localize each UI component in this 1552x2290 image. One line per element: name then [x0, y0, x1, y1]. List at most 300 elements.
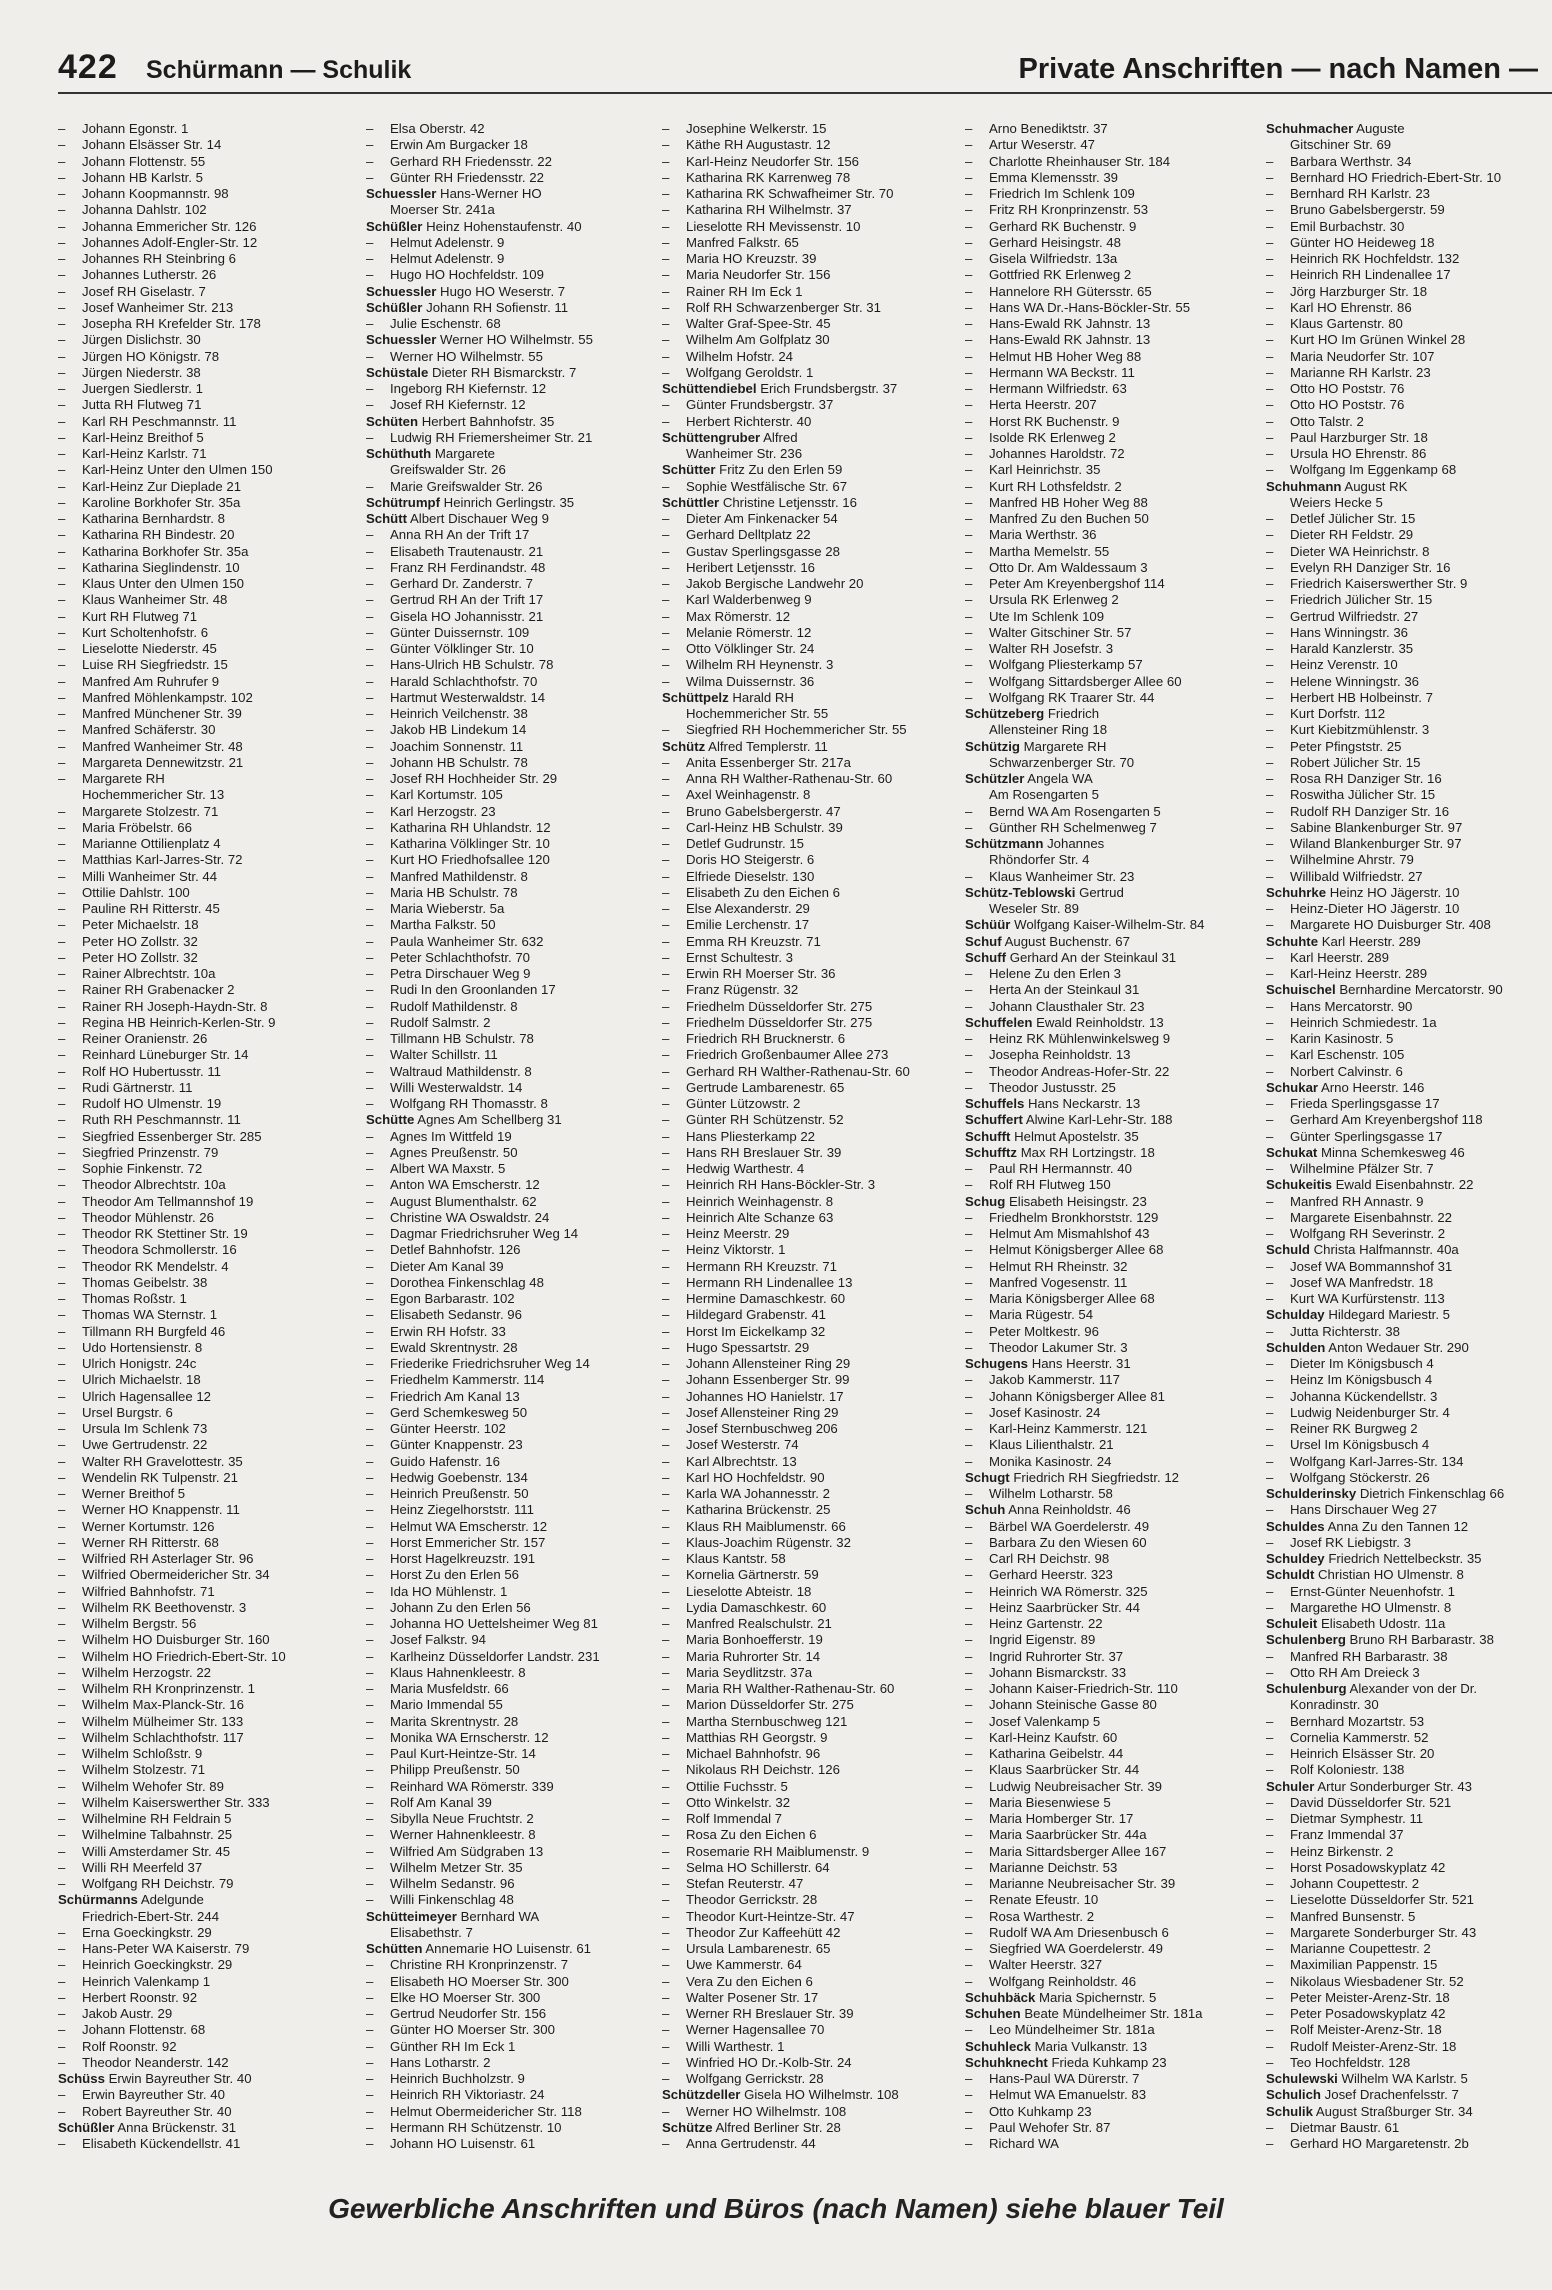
directory-entry: – Heinz Meerstr. 29 [662, 1226, 962, 1242]
directory-entry: – Karl-Heinz Karlstr. 71 [58, 446, 358, 462]
directory-entry: – Rainer Albrechtstr. 10a [58, 966, 358, 982]
directory-entry: – Marianne Coupettestr. 2 [1266, 1941, 1552, 1957]
directory-entry: – Emil Burbachstr. 30 [1266, 219, 1552, 235]
directory-entry: – Maria Neudorfer Str. 156 [662, 267, 962, 283]
directory-entry: – Kurt HO Friedhofsallee 120 [366, 852, 666, 868]
directory-entry: – Johann HB Schulstr. 78 [366, 755, 666, 771]
directory-entry: – Jakob HB Lindekum 14 [366, 722, 666, 738]
directory-entry: – Hedwig Goebenstr. 134 [366, 1470, 666, 1486]
directory-entry-head [1266, 1080, 1552, 1096]
directory-entry: – Gerd Schemkesweg 50 [366, 1405, 666, 1421]
surname: Schuessler [366, 186, 437, 201]
entry-text: Alfred [763, 429, 798, 445]
directory-entry-head [366, 1941, 666, 1957]
directory-entry-head [965, 1990, 1265, 2006]
directory-entry-head [1266, 1486, 1552, 1502]
directory-entry: – Hermann RH Kreuzstr. 71 [662, 1259, 962, 1275]
directory-entry: – Theodor Mühlenstr. 26 [58, 1210, 358, 1226]
entry-text: August Straßburger Str. 34 [1315, 2103, 1473, 2119]
surname: Schuleit [1266, 1616, 1318, 1631]
directory-entry: – Jutta Richterstr. 38 [1266, 1324, 1552, 1340]
surname: Schuischel [1266, 982, 1336, 998]
directory-entry: – Hugo Spessartstr. 29 [662, 1340, 962, 1356]
directory-entry: – Ulrich Honigstr. 24c [58, 1356, 358, 1372]
directory-entry: – Wilhelm Hofstr. 24 [662, 349, 962, 365]
directory-entry: – Heinrich WA Römerstr. 325 [965, 1584, 1265, 1600]
directory-entry: – Käthe RH Augustastr. 12 [662, 137, 962, 153]
directory-entry: – Rosa Warthestr. 2 [965, 1909, 1265, 1925]
directory-entry: – Elisabeth HO Moerser Str. 300 [366, 1974, 666, 1990]
directory-entry: – Josepha RH Krefelder Str. 178 [58, 316, 358, 332]
directory-entry: – Heinz Verenstr. 10 [1266, 657, 1552, 673]
directory-entry-head [1266, 1307, 1552, 1323]
directory-entry: – Milli Wanheimer Str. 44 [58, 869, 358, 885]
surname: Schuhmann [1266, 478, 1342, 494]
directory-entry-head [662, 495, 962, 511]
directory-entry: – Bernhard RH Karlstr. 23 [1266, 186, 1552, 202]
directory-entry: – Heinz-Dieter HO Jägerstr. 10 [1266, 901, 1552, 917]
directory-entry: – Bruno Gabelsbergerstr. 47 [662, 804, 962, 820]
directory-entry: – Wiland Blankenburger Str. 97 [1266, 836, 1552, 852]
entry-text: Wilhelm WA Karlstr. 5 [1341, 2071, 1468, 2086]
directory-entry: – Carl-Heinz HB Schulstr. 39 [662, 820, 962, 836]
directory-entry: – Franz Rügenstr. 32 [662, 982, 962, 998]
directory-entry: – Katharina Geibelstr. 44 [965, 1746, 1265, 1762]
directory-entry: – Maria Ruhrorter Str. 14 [662, 1649, 962, 1665]
directory-entry: – Josef RH Hochheider Str. 29 [366, 771, 666, 787]
entry-text: Frieda Kuhkamp 23 [1051, 2054, 1167, 2070]
surname: Schulden [1266, 1339, 1326, 1355]
directory-entry: – Theodor Albrechtstr. 10a [58, 1177, 358, 1193]
directory-entry-head [662, 462, 962, 478]
entry-text: Gisela HO Wilhelmstr. 108 [744, 2087, 899, 2103]
directory-entry: – Manfred Zu den Buchen 50 [965, 511, 1265, 527]
directory-entry: – Rudolf Mathildenstr. 8 [366, 999, 666, 1015]
directory-entry: – Friedhelm Bronkhorststr. 129 [965, 1210, 1265, 1226]
surname: Schütten [366, 1941, 423, 1956]
surname: Schüttler [662, 494, 720, 510]
directory-entry: – Willi Warthestr. 1 [662, 2039, 962, 2055]
directory-entry: – Wolfgang Pliesterkamp 57 [965, 657, 1265, 673]
directory-entry-continuation: Konradinstr. 30 [1290, 1697, 1379, 1713]
directory-entry: – Gertrud Wilfriedstr. 27 [1266, 609, 1552, 625]
directory-entry-continuation: Weiers Hecke 5 [1290, 494, 1383, 510]
directory-entry: – Margarete Eisenbahnstr. 22 [1266, 1210, 1552, 1226]
directory-entry: – Jörg Harzburger Str. 18 [1266, 284, 1552, 300]
directory-entry-head [662, 739, 962, 755]
directory-entry: – Heinz Ziegelhorststr. 111 [366, 1502, 666, 1518]
directory-entry: – Hans-Ewald RK Jahnstr. 13 [965, 316, 1265, 332]
directory-entry: – Rainer RH Im Eck 1 [662, 284, 962, 300]
directory-entry: – Hans Dirschauer Weg 27 [1266, 1502, 1552, 1518]
directory-entry: – Karl-Heinz Kaufstr. 60 [965, 1730, 1265, 1746]
directory-entry-head [366, 219, 666, 235]
surname: Schüßler [366, 218, 423, 234]
directory-entry: – Christine WA Oswaldstr. 24 [366, 1210, 666, 1226]
directory-entry: – Karin Kasinostr. 5 [1266, 1031, 1552, 1047]
directory-entry: – Willibald Wilfriedstr. 27 [1266, 869, 1552, 885]
entry-text: Margarete [434, 446, 495, 461]
surname: Schüür [965, 917, 1011, 933]
directory-entry-head [1266, 1340, 1552, 1356]
directory-entry-head [965, 2006, 1265, 2022]
directory-entry: – Monika Kasinostr. 24 [965, 1454, 1265, 1470]
directory-entry: – Melanie Römerstr. 12 [662, 625, 962, 641]
directory-entry-head [965, 706, 1265, 722]
directory-entry: – Heinrich Valenkamp 1 [58, 1974, 358, 1990]
surname: Schuldey [1266, 1551, 1325, 1566]
directory-entry: – Ingeborg RH Kiefernstr. 12 [366, 381, 666, 397]
directory-entry: – Roswitha Jülicher Str. 15 [1266, 787, 1552, 803]
directory-entry-head [965, 950, 1265, 966]
directory-entry-continuation: Rhöndorfer Str. 4 [989, 852, 1090, 868]
directory-entry: – Ida HO Mühlenstr. 1 [366, 1584, 666, 1600]
directory-entry: – Manfred Münchener Str. 39 [58, 706, 358, 722]
directory-entry: – Matthias RH Georgstr. 9 [662, 1730, 962, 1746]
directory-entry: – Sophie Westfälische Str. 67 [662, 479, 962, 495]
directory-entry-head [965, 2055, 1265, 2071]
directory-entry: – Gisela HO Johannisstr. 21 [366, 609, 666, 625]
directory-entry: – Karl Eschenstr. 105 [1266, 1047, 1552, 1063]
directory-entry: – Martha Falkstr. 50 [366, 917, 666, 933]
directory-entry-head [1266, 1519, 1552, 1535]
directory-column-3 [662, 121, 962, 2151]
directory-entry: – Marita Skrentnystr. 28 [366, 1714, 666, 1730]
directory-entry: – Ursula HO Ehrenstr. 86 [1266, 446, 1552, 462]
surname: Schüten [366, 413, 419, 429]
entry-text: Heinrich Gerlingstr. 35 [443, 494, 575, 510]
directory-entry: – Manfred Vogesenstr. 11 [965, 1275, 1265, 1291]
directory-entry: – Ursula Im Schlenk 73 [58, 1421, 358, 1437]
directory-entry: – Helmut HB Hoher Weg 88 [965, 349, 1265, 365]
directory-entry: – Wilhelm Herzogstr. 22 [58, 1665, 358, 1681]
directory-entry: – Emma Klemensstr. 39 [965, 170, 1265, 186]
directory-entry: – Katharina Bernhardstr. 8 [58, 511, 358, 527]
surname: Schüss [58, 2071, 105, 2086]
directory-entry: – Josef RH Giselastr. 7 [58, 284, 358, 300]
directory-entry: – Heinrich RH Lindenallee 17 [1266, 267, 1552, 283]
directory-entry: – Friedrich Am Kanal 13 [366, 1389, 666, 1405]
directory-entry: – Juergen Siedlerstr. 1 [58, 381, 358, 397]
directory-entry-head [965, 1145, 1265, 1161]
directory-entry: – Ursula RK Erlenweg 2 [965, 592, 1265, 608]
directory-entry-head [1266, 1681, 1552, 1697]
directory-entry: – Karl Walderbenweg 9 [662, 592, 962, 608]
directory-entry: – Rolf Roonstr. 92 [58, 2039, 358, 2055]
directory-entry: – Hans Pliesterkamp 22 [662, 1129, 962, 1145]
directory-entry: – Heribert Letjensstr. 16 [662, 560, 962, 576]
directory-entry: – Johann HB Karlstr. 5 [58, 170, 358, 186]
directory-entry: – Werner Hagensallee 70 [662, 2022, 962, 2038]
directory-entry: – Wilhelmine Pfälzer Str. 7 [1266, 1161, 1552, 1177]
directory-entry: – Max Römerstr. 12 [662, 609, 962, 625]
directory-entry: – Walter RH Josefstr. 3 [965, 641, 1265, 657]
directory-entry: – Wilhelm HO Friedrich-Ebert-Str. 10 [58, 1649, 358, 1665]
directory-entry: – Renate Efeustr. 10 [965, 1892, 1265, 1908]
directory-entry: – Wilhelmine RH Feldrain 5 [58, 1811, 358, 1827]
directory-entry: – Karl Kortumstr. 105 [366, 787, 666, 803]
directory-entry: – Helene Winningstr. 36 [1266, 674, 1552, 690]
directory-entry: – Josef Kasinostr. 24 [965, 1405, 1265, 1421]
directory-entry: – Emma RH Kreuzstr. 71 [662, 934, 962, 950]
directory-entry: – Margarethe HO Ulmenstr. 8 [1266, 1600, 1552, 1616]
directory-entry: – Johannes Haroldstr. 72 [965, 446, 1265, 462]
surname: Schugens [965, 1356, 1029, 1371]
surname: Schüstale [366, 364, 429, 380]
directory-entry: – Otto Talstr. 2 [1266, 414, 1552, 430]
directory-entry: – Gerhard Dr. Zanderstr. 7 [366, 576, 666, 592]
directory-entry: – Josef Falkstr. 94 [366, 1632, 666, 1648]
directory-entry: – Egon Barbarastr. 102 [366, 1291, 666, 1307]
directory-entry-head [58, 1892, 358, 1908]
directory-entry: – Otto HO Poststr. 76 [1266, 381, 1552, 397]
directory-entry: – Rosa RH Danziger Str. 16 [1266, 771, 1552, 787]
directory-entry: – Herta Heerstr. 207 [965, 397, 1265, 413]
directory-entry: – Karl Herzogstr. 23 [366, 804, 666, 820]
directory-entry: – Reiner Oranienstr. 26 [58, 1031, 358, 1047]
directory-entry: – Kornelia Gärtnerstr. 59 [662, 1567, 962, 1583]
directory-entry: – Rolf RH Flutweg 150 [965, 1177, 1265, 1193]
surname: Schütter [662, 462, 716, 478]
directory-entry: – Nikolaus Wiesbadener Str. 52 [1266, 1974, 1552, 1990]
directory-entry: – Kurt Dorfstr. 112 [1266, 706, 1552, 722]
directory-entry: – Rolf RH Schwarzenberger Str. 31 [662, 300, 962, 316]
entry-text: Alfred Berliner Str. 28 [715, 2119, 841, 2135]
entry-text: Bernhardine Mercatorstr. 90 [1339, 982, 1503, 998]
directory-entry: – Klaus Saarbrücker Str. 44 [965, 1762, 1265, 1778]
directory-entry: – Heinrich RH Viktoriastr. 24 [366, 2087, 666, 2103]
directory-entry: – Theodor Kurt-Heintze-Str. 47 [662, 1909, 962, 1925]
entry-text: Fritz Zu den Erlen 59 [719, 462, 843, 478]
surname: Schuessler [366, 283, 437, 299]
directory-entry: – Helmut Königsberger Allee 68 [965, 1242, 1265, 1258]
directory-entry: – Anna RH An der Trift 17 [366, 527, 666, 543]
entry-text: Margarete RH [1023, 738, 1107, 754]
directory-entry: – Ottilie Fuchsstr. 5 [662, 1779, 962, 1795]
directory-entry: – Herbert Richterstr. 40 [662, 414, 962, 430]
directory-entry: – Werner Hahnenkleestr. 8 [366, 1827, 666, 1843]
directory-entry: – Josef Wanheimer Str. 213 [58, 300, 358, 316]
surname: Schukeitis [1266, 1177, 1332, 1193]
directory-entry: – Wilhelm HO Duisburger Str. 160 [58, 1632, 358, 1648]
directory-entry: – Dagmar Friedrichsruher Weg 14 [366, 1226, 666, 1242]
directory-entry: – Hannelore RH Gütersstr. 65 [965, 284, 1265, 300]
directory-entry: – Wolfgang Reinholdstr. 46 [965, 1974, 1265, 1990]
directory-entry: – Anna RH Walther-Rathenau-Str. 60 [662, 771, 962, 787]
directory-column-1 [58, 121, 358, 2151]
directory-entry-head [965, 917, 1265, 933]
directory-entry: – Katharina Brückenstr. 25 [662, 1502, 962, 1518]
directory-entry: – Tillmann RH Burgfeld 46 [58, 1324, 358, 1340]
directory-entry: – Gottfried RK Erlenweg 2 [965, 267, 1265, 283]
surname: Schützdeller [662, 2087, 741, 2103]
directory-entry: – Friedhelm Kammerstr. 114 [366, 1372, 666, 1388]
entry-text: Heinz Hohenstaufenstr. 40 [426, 218, 582, 234]
directory-entry: – Wolfgang Stöckerstr. 26 [1266, 1470, 1552, 1486]
directory-entry-head [965, 771, 1265, 787]
directory-entry: – Katharina RH Wilhelmstr. 37 [662, 202, 962, 218]
directory-entry: – Rainer RH Joseph-Haydn-Str. 8 [58, 999, 358, 1015]
directory-entry: – Wilhelm Max-Planck-Str. 16 [58, 1697, 358, 1713]
entry-text: Albert Dischauer Weg 9 [409, 511, 549, 526]
directory-entry: – Richard WA [965, 2136, 1265, 2152]
surname: Schützig [965, 738, 1020, 754]
directory-entry: – Gustav Sperlingsgasse 28 [662, 544, 962, 560]
directory-entry: – Bruno Gabelsbergerstr. 59 [1266, 202, 1552, 218]
directory-entry: – Friedrich Großenbaumer Allee 273 [662, 1047, 962, 1063]
directory-entry: – Gerhard Heerstr. 323 [965, 1567, 1265, 1583]
directory-entry: – Walter Schillstr. 11 [366, 1047, 666, 1063]
directory-entry: – Heinz Saarbrücker Str. 44 [965, 1600, 1265, 1616]
directory-entry: – Hermann WA Beckstr. 11 [965, 365, 1265, 381]
entry-text: Agnes Am Schellberg 31 [417, 1112, 562, 1128]
directory-entry: – Thomas WA Sternstr. 1 [58, 1307, 358, 1323]
directory-entry: – Heinrich RH Hans-Böckler-Str. 3 [662, 1177, 962, 1193]
directory-entry: – Dorothea Finkenschlag 48 [366, 1275, 666, 1291]
directory-entry: – Wilhelm Am Golfplatz 30 [662, 332, 962, 348]
directory-entry: – Hartmut Westerwaldstr. 14 [366, 690, 666, 706]
directory-entry: – Heinrich Weinhagenstr. 8 [662, 1194, 962, 1210]
directory-entry: – Bernhard HO Friedrich-Ebert-Str. 10 [1266, 170, 1552, 186]
directory-entry: – Rudi Gärtnerstr. 11 [58, 1080, 358, 1096]
surname: Schuffelen [965, 1014, 1033, 1030]
directory-entry-continuation: Greifswalder Str. 26 [390, 462, 506, 478]
directory-entry: – Wolfgang RH Deichstr. 79 [58, 1876, 358, 1892]
directory-entry: – Heinrich Schmiedestr. 1a [1266, 1015, 1552, 1031]
directory-entry: – Peter HO Zollstr. 32 [58, 950, 358, 966]
directory-entry: – Sophie Finkenstr. 72 [58, 1161, 358, 1177]
directory-entry: – Theodora Schmollerstr. 16 [58, 1242, 358, 1258]
directory-entry: – Wilhelm Bergstr. 56 [58, 1616, 358, 1632]
directory-entry: – Theodor Am Tellmannshof 19 [58, 1194, 358, 1210]
directory-entry: – Wilhelm Schlachthofstr. 117 [58, 1730, 358, 1746]
directory-entry: – Heinrich Buchholzstr. 9 [366, 2071, 666, 2087]
entry-text: Arno Heerstr. 146 [1320, 1079, 1425, 1095]
directory-entry: – Wilhelm Schloßstr. 9 [58, 1746, 358, 1762]
directory-entry: – Wolfgang Geroldstr. 1 [662, 365, 962, 381]
directory-entry: – Günter HO Moerser Str. 300 [366, 2022, 666, 2038]
directory-entry: – Katharina Völklinger Str. 10 [366, 836, 666, 852]
directory-entry: – Helmut Adelenstr. 9 [366, 235, 666, 251]
directory-entry: – Dieter RH Feldstr. 29 [1266, 527, 1552, 543]
directory-entry: – Friedhelm Düsseldorfer Str. 275 [662, 1015, 962, 1031]
directory-entry: – Kurt RH Lothsfeldstr. 2 [965, 479, 1265, 495]
directory-entry: – Heinrich Elsässer Str. 20 [1266, 1746, 1552, 1762]
directory-entry: – Friedhelm Düsseldorfer Str. 275 [662, 999, 962, 1015]
directory-entry: – Karl-Heinz Neudorfer Str. 156 [662, 154, 962, 170]
directory-entry: – Dieter Im Königsbusch 4 [1266, 1356, 1552, 1372]
directory-entry: – Bernd WA Am Rosengarten 5 [965, 804, 1265, 820]
directory-entry: – Hermann Wilfriedstr. 63 [965, 381, 1265, 397]
directory-entry: – Hedwig Warthestr. 4 [662, 1161, 962, 1177]
entry-text: Gerhard An der Steinkaul 31 [1009, 949, 1177, 965]
directory-entry: – Jürgen Niederstr. 38 [58, 365, 358, 381]
directory-entry: – Wilhelm RK Beethovenstr. 3 [58, 1600, 358, 1616]
directory-entry: – Maria Sittardsberger Allee 167 [965, 1844, 1265, 1860]
directory-entry: – Heinrich Veilchenstr. 38 [366, 706, 666, 722]
directory-entry-continuation: Allensteiner Ring 18 [989, 722, 1108, 738]
directory-entry: – Johannes RH Steinbring 6 [58, 251, 358, 267]
directory-entry: – Franz RH Ferdinandstr. 48 [366, 560, 666, 576]
directory-entry: – Norbert Calvinstr. 6 [1266, 1064, 1552, 1080]
directory-entry: – Pauline RH Ritterstr. 45 [58, 901, 358, 917]
surname: Schuler [1266, 1778, 1315, 1794]
directory-entry: – Günter RH Schützenstr. 52 [662, 1112, 962, 1128]
directory-entry: – Wilhelmine Talbahnstr. 25 [58, 1827, 358, 1843]
directory-entry: – Hugo HO Hochfeldstr. 109 [366, 267, 666, 283]
entry-text: Minna Schemkesweg 46 [1320, 1144, 1465, 1160]
entry-text: Friedrich RH Siegfriedstr. 12 [1013, 1469, 1180, 1485]
directory-entry: – Manfred Am Ruhrufer 9 [58, 674, 358, 690]
directory-entry: – Wolfgang RH Thomasstr. 8 [366, 1096, 666, 1112]
surname: Schug [965, 1193, 1006, 1209]
entry-text: Hans Heerstr. 31 [1031, 1356, 1131, 1371]
directory-entry: – Ursula Lambarenestr. 65 [662, 1941, 962, 1957]
directory-entry: – Heinz RK Mühlenwinkelsweg 9 [965, 1031, 1265, 1047]
entry-text: Dietrich Finkenschlag 66 [1359, 1486, 1505, 1501]
directory-entry: – Gertrud Neudorfer Str. 156 [366, 2006, 666, 2022]
directory-entry: – Johann Kaiser-Friedrich-Str. 110 [965, 1681, 1265, 1697]
directory-entry: – Hans RH Breslauer Str. 39 [662, 1145, 962, 1161]
directory-entry: – Katharina RH Bindestr. 20 [58, 527, 358, 543]
directory-entry: – Harald Schlachthofstr. 70 [366, 674, 666, 690]
directory-entry-head [366, 1112, 666, 1128]
directory-entry: – Wolfgang RK Traarer Str. 44 [965, 690, 1265, 706]
directory-entry: – Maria Wieberstr. 5a [366, 901, 666, 917]
directory-entry-continuation: Friedrich-Ebert-Str. 244 [82, 1908, 220, 1924]
directory-entry-head [1266, 1177, 1552, 1193]
entry-text: Bruno RH Barbarastr. 38 [1349, 1632, 1494, 1648]
directory-entry: – Karl-Heinz Zur Dieplade 21 [58, 479, 358, 495]
directory-entry: – Michael Bahnhofstr. 96 [662, 1746, 962, 1762]
surname: Schütze [662, 2119, 713, 2135]
directory-entry: – Detlef Bahnhofstr. 126 [366, 1242, 666, 1258]
directory-entry: – Gerhard Delltplatz 22 [662, 527, 962, 543]
entry-text: Erich Frundsbergstr. 37 [760, 381, 898, 396]
entry-text: Friedrich [1047, 706, 1100, 721]
directory-entry: – Robert Bayreuther Str. 40 [58, 2104, 358, 2120]
directory-entry-continuation: Elisabethstr. 7 [390, 1924, 473, 1940]
directory-entry: – Evelyn RH Danziger Str. 16 [1266, 560, 1552, 576]
section-title: Private Anschriften — nach Namen — [1018, 53, 1538, 85]
directory-entry: – Marion Düsseldorfer Str. 275 [662, 1697, 962, 1713]
directory-entry: – Theodor RK Mendelstr. 4 [58, 1259, 358, 1275]
directory-entry: – Ruth RH Peschmannstr. 11 [58, 1112, 358, 1128]
directory-entry: – Karlheinz Düsseldorfer Landstr. 231 [366, 1649, 666, 1665]
directory-entry: – Maria Homberger Str. 17 [965, 1811, 1265, 1827]
surname: Schuhbäck [965, 1989, 1036, 2005]
directory-entry: – Christine RH Kronprinzenstr. 7 [366, 1957, 666, 1973]
directory-entry: – Karl Albrechtstr. 13 [662, 1454, 962, 1470]
surname: Schuhleck [965, 2038, 1031, 2054]
directory-entry-head [1266, 982, 1552, 998]
directory-entry: – Lieselotte Niederstr. 45 [58, 641, 358, 657]
directory-entry: – Werner Kortumstr. 126 [58, 1519, 358, 1535]
directory-entry: – Walter Graf-Spee-Str. 45 [662, 316, 962, 332]
directory-column-4 [965, 121, 1265, 2151]
directory-entry: – Rudi In den Groonlanden 17 [366, 982, 666, 998]
page-number: 422 [58, 48, 118, 86]
directory-entry: – Hildegard Grabenstr. 41 [662, 1307, 962, 1323]
directory-entry: – Rainer RH Grabenacker 2 [58, 982, 358, 998]
directory-entry-head [366, 495, 666, 511]
directory-entry: – Johann Elsässer Str. 14 [58, 137, 358, 153]
directory-entry-head [366, 414, 666, 430]
directory-entry: – Rudolf Salmstr. 2 [366, 1015, 666, 1031]
directory-entry: – Erwin RH Hofstr. 33 [366, 1324, 666, 1340]
directory-entry-head [366, 365, 666, 381]
directory-entry: – Regina HB Heinrich-Kerlen-Str. 9 [58, 1015, 358, 1031]
